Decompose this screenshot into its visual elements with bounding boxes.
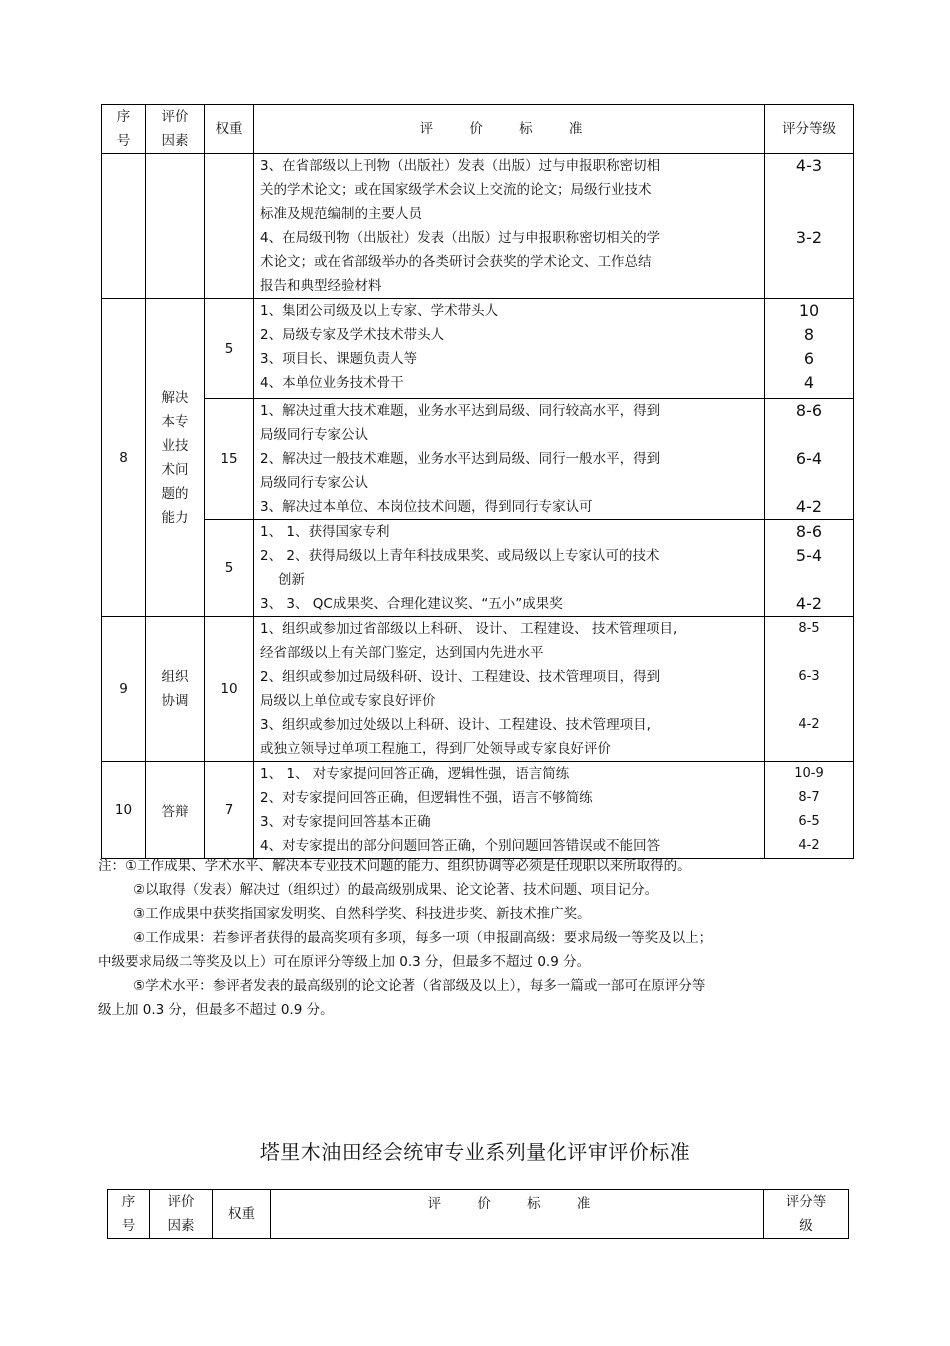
header-grade: 评分等级 — [765, 105, 854, 154]
criteria-line: 局级以上单位或专家良好评价 — [260, 693, 436, 709]
grade-value — [765, 178, 853, 202]
weight-cell: 5 — [205, 299, 254, 399]
criteria-line: 关的学术论文；或在国家级学术会议上交流的论文；局级行业技术 — [260, 182, 652, 198]
grade-value — [765, 689, 853, 713]
criteria-line: 创新 — [278, 572, 305, 588]
criteria-line: 3、对专家提问回答基本正确 — [260, 814, 431, 830]
criteria-line: 3、解决过本单位、本岗位技术问题，得到同行专家认可 — [260, 499, 593, 515]
seq-cell: 10 — [102, 762, 146, 859]
criteria-line: 2、局级专家及学术技术带头人 — [260, 327, 445, 343]
criteria-line: 报告和典型经验材料 — [260, 278, 382, 294]
table1-header-row — [102, 105, 854, 154]
section-title: 塔里木油田经会统审专业系列量化评审评价标准 — [259, 1140, 691, 1164]
note-line: ③工作成果中获奖指国家发明奖、自然科学奖、科技进步奖、新技术推广奖。 — [133, 906, 591, 922]
grade-value — [765, 737, 853, 761]
criteria-line: 4、对专家提出的部分问题回答正确，个别问题回答错误或不能回答 — [260, 838, 661, 854]
note-line: ⑤学术水平：参评者发表的最高级别的论文论著（省部级及以上），每多一篇或一部可在原评分等 — [133, 978, 706, 994]
evaluation-table-2 — [107, 1189, 849, 1239]
criteria-line: 3、 3、 QC成果奖、合理化建议奖、“五小”成果奖 — [260, 596, 563, 612]
grade-value: 10 — [798, 301, 820, 320]
criteria-line: 2、对专家提问回答正确，但逻辑性不强，语言不够简练 — [260, 790, 593, 806]
table-row — [102, 617, 854, 762]
note-line: 级上加 0.3 分，但最多不超过 0.9 分。 — [98, 1002, 334, 1018]
criteria-line: 局级同行专家公认 — [260, 475, 368, 491]
criteria-line: 3、在省部级以上刊物（出版社）发表（出版）过与申报职称密切相 — [260, 158, 661, 174]
criteria-line: 局级同行专家公认 — [260, 427, 368, 443]
note-line: 注：①工作成果、学术水平、解决本专业技术问题的能力、组织协调等必须是任现职以来所取得的。 — [98, 858, 691, 874]
grade-value: 4-2 — [795, 594, 823, 613]
grade-cell — [765, 154, 854, 299]
table-row — [102, 762, 854, 859]
grade-value: 8 — [803, 325, 815, 344]
grade-value — [765, 250, 853, 274]
criteria-cell — [254, 154, 765, 299]
grade-value: 4-2 — [795, 497, 823, 516]
factor-cell: 答辩 — [146, 762, 205, 859]
criteria-line: 1、解决过重大技术难题，业务水平达到局级、同行较高水平，得到 — [260, 403, 661, 419]
criteria-line: 4、本单位业务技术骨干 — [260, 375, 404, 391]
weight-cell: 15 — [205, 399, 254, 520]
criteria-line: 1、集团公司级及以上专家、学术带头人 — [260, 303, 499, 319]
factor-cell: 组织 协调 — [146, 617, 205, 762]
factor-cell — [146, 154, 205, 299]
criteria-line: 1、 1、获得国家专利 — [260, 524, 390, 540]
grade-cell — [765, 299, 854, 399]
table-row — [102, 399, 854, 520]
criteria-line: 3、项目长、课题负责人等 — [260, 351, 418, 367]
header-weight: 权重 — [213, 1190, 271, 1239]
grade-value: 6 — [803, 349, 815, 368]
grade-value: 8-5 — [798, 621, 820, 636]
criteria-line: 或独立领导过单项工程施工，得到厂处领导或专家良好评价 — [260, 741, 611, 757]
table-row — [102, 154, 854, 299]
criteria-cell — [254, 762, 765, 859]
grade-value: 4-2 — [798, 838, 820, 853]
grade-value: 5-4 — [795, 546, 823, 565]
grade-value: 6-5 — [798, 814, 820, 829]
criteria-line: 4、在局级刊物（出版社）发表（出版）过与申报职称密切相关的学 — [260, 230, 661, 246]
seq-cell — [102, 154, 146, 299]
criteria-line: 1、 1、 对专家提问回答正确，逻辑性强，语言简练 — [260, 766, 570, 782]
grade-cell — [765, 399, 854, 520]
grade-value: 8-7 — [798, 790, 820, 805]
grade-value — [765, 202, 853, 226]
header-seq: 序 号 — [108, 1190, 150, 1239]
criteria-line: 经省部级以上有关部门鉴定，达到国内先进水平 — [260, 645, 544, 661]
note-line: ④工作成果：若参评者获得的最高奖项有多项，每多一项（申报副高级：要求局级一等奖及以上； — [133, 930, 713, 946]
criteria-line: 2、组织或参加过局级科研、设计、工程建设、技术管理项目，得到 — [260, 669, 661, 685]
grade-value: 6-4 — [795, 449, 823, 468]
criteria-line: 2、解决过一般技术难题，业务水平达到局级、同行一般水平，得到 — [260, 451, 661, 467]
criteria-line: 3、组织或参加过处级以上科研、设计、工程建设、技术管理项目, — [260, 717, 651, 733]
criteria-cell — [254, 617, 765, 762]
grade-value: 8-6 — [795, 522, 823, 541]
weight-cell: 5 — [205, 520, 254, 617]
grade-value — [765, 471, 853, 495]
weight-cell: 10 — [205, 617, 254, 762]
evaluation-table-1 — [101, 104, 854, 859]
grade-value: 6-3 — [798, 669, 820, 684]
seq-cell: 8 — [102, 299, 146, 617]
note-line: ②以取得（发表）解决过（组织过）的最高级别成果、论文论著、技术问题、项目记分。 — [133, 882, 659, 898]
grade-cell — [765, 617, 854, 762]
notes-section — [98, 854, 712, 1022]
header-grade: 评分等 级 — [764, 1190, 849, 1239]
grade-value — [765, 423, 853, 447]
grade-value — [765, 568, 853, 592]
table-row — [102, 520, 854, 617]
criteria-cell — [254, 299, 765, 399]
criteria-line: 1、组织或参加过省部级以上科研、 设计、 工程建设、 技术管理项目, — [260, 621, 678, 637]
table2-header-row — [108, 1190, 849, 1239]
header-weight: 权重 — [205, 105, 254, 154]
table-row — [102, 299, 854, 399]
grade-value: 10-9 — [794, 766, 824, 781]
grade-cell — [765, 520, 854, 617]
grade-value: 4-3 — [795, 156, 823, 175]
grade-cell — [765, 762, 854, 859]
header-factor: 评价 因素 — [150, 1190, 213, 1239]
grade-value — [765, 274, 853, 298]
weight-cell — [205, 154, 254, 299]
header-factor: 评价 因素 — [146, 105, 205, 154]
grade-value — [765, 641, 853, 665]
header-criteria: 评 价 标 准 — [254, 105, 765, 154]
criteria-line: 2、 2、获得局级以上青年科技成果奖、或局级以上专家认可的技术 — [260, 548, 660, 564]
grade-value: 4 — [803, 373, 815, 392]
grade-value: 3-2 — [795, 228, 823, 247]
factor-cell: 解决 本专 业技 术问 题的 能力 — [146, 299, 205, 617]
weight-cell: 7 — [205, 762, 254, 859]
header-seq: 序 号 — [102, 105, 146, 154]
note-line: 中级要求局级二等奖及以上）可在原评分等级上加 0.3 分，但最多不超过 0.9 分。 — [98, 954, 591, 970]
criteria-line: 标准及规范编制的主要人员 — [260, 206, 422, 222]
header-criteria: 评 价 标 准 — [271, 1190, 764, 1239]
criteria-line: 术论文；或在省部级举办的各类研讨会获奖的学术论文、工作总结 — [260, 254, 652, 270]
seq-cell: 9 — [102, 617, 146, 762]
criteria-cell — [254, 520, 765, 617]
grade-value: 8-6 — [795, 401, 823, 420]
grade-value: 4-2 — [798, 717, 820, 732]
criteria-cell — [254, 399, 765, 520]
